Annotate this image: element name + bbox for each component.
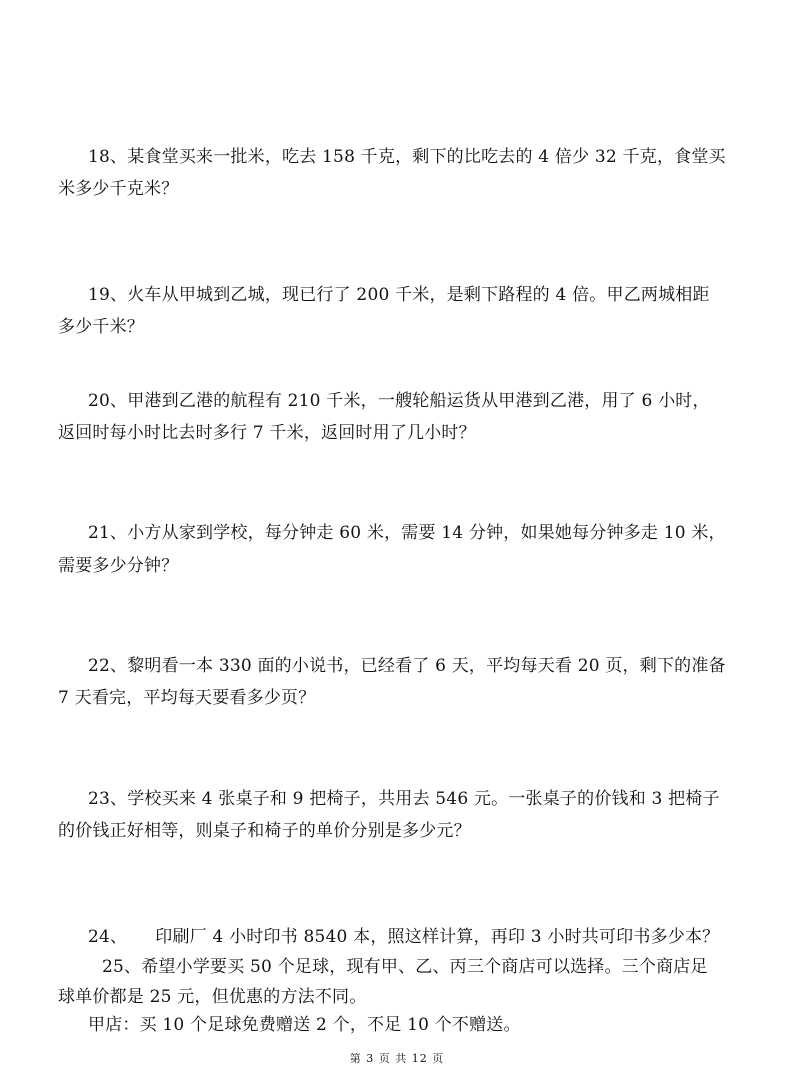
problem-22-line-1: 22、黎明看一本 330 面的小说书，已经看了 6 天，平均每天看 20 页，剩下的准备 (88, 656, 726, 676)
problem-21-line-1: 21、小方从家到学校，每分钟走 60 米，需要 14 分钟，如果她每分钟多走 10 米， (88, 523, 726, 543)
problem-23-line-2: 的价钱正好相等，则桌子和椅子的单价分别是多少元？ (58, 821, 471, 841)
problem-22-line-2: 7 天看完，平均每天要看多少页？ (58, 688, 316, 708)
problem-21-line-2: 需要多少分钟？ (58, 556, 179, 576)
problem-23-line-1: 23、学校买来 4 张桌子和 9 把椅子，共用去 546 元。一张桌子的价钱和 3 把椅子 (88, 789, 720, 809)
problem-20-line-1: 20、甲港到乙港的航程有 210 千米，一艘轮船运货从甲港到乙港，用了 6 小时， (88, 391, 710, 411)
page-footer: 第 3 页 共 12 页 (349, 1052, 445, 1065)
problem-19-line-1: 19、火车从甲城到乙城，现已行了 200 千米，是剩下路程的 4 倍。甲乙两城相距 (88, 285, 710, 305)
problem-18-line-1: 18、某食堂买来一批米，吃去 158 千克，剩下的比吃去的 4 倍少 32 千克，食堂买 (88, 147, 726, 167)
problem-25-line-1: 25、希望小学要买 50 个足球，现有甲、乙、丙三个商店可以选择。三个商店足 (102, 957, 708, 977)
problem-20-line-2: 返回时每小时比去时多行 7 千米，返回时用了几小时？ (58, 423, 476, 443)
problem-25-line-2: 球单价都是 25 元，但优惠的方法不同。 (58, 987, 367, 1007)
problem-25-line-3: 甲店：买 10 个足球免费赠送 2 个，不足 10 个不赠送。 (88, 1015, 521, 1035)
problem-24-line-1: 24、 印刷厂 4 小时印书 8540 本，照这样计算，再印 3 小时共可印书多少本？ (88, 927, 720, 947)
problem-18-line-2: 米多少千克米？ (58, 179, 179, 199)
problem-19-line-2: 多少千米？ (58, 317, 144, 337)
